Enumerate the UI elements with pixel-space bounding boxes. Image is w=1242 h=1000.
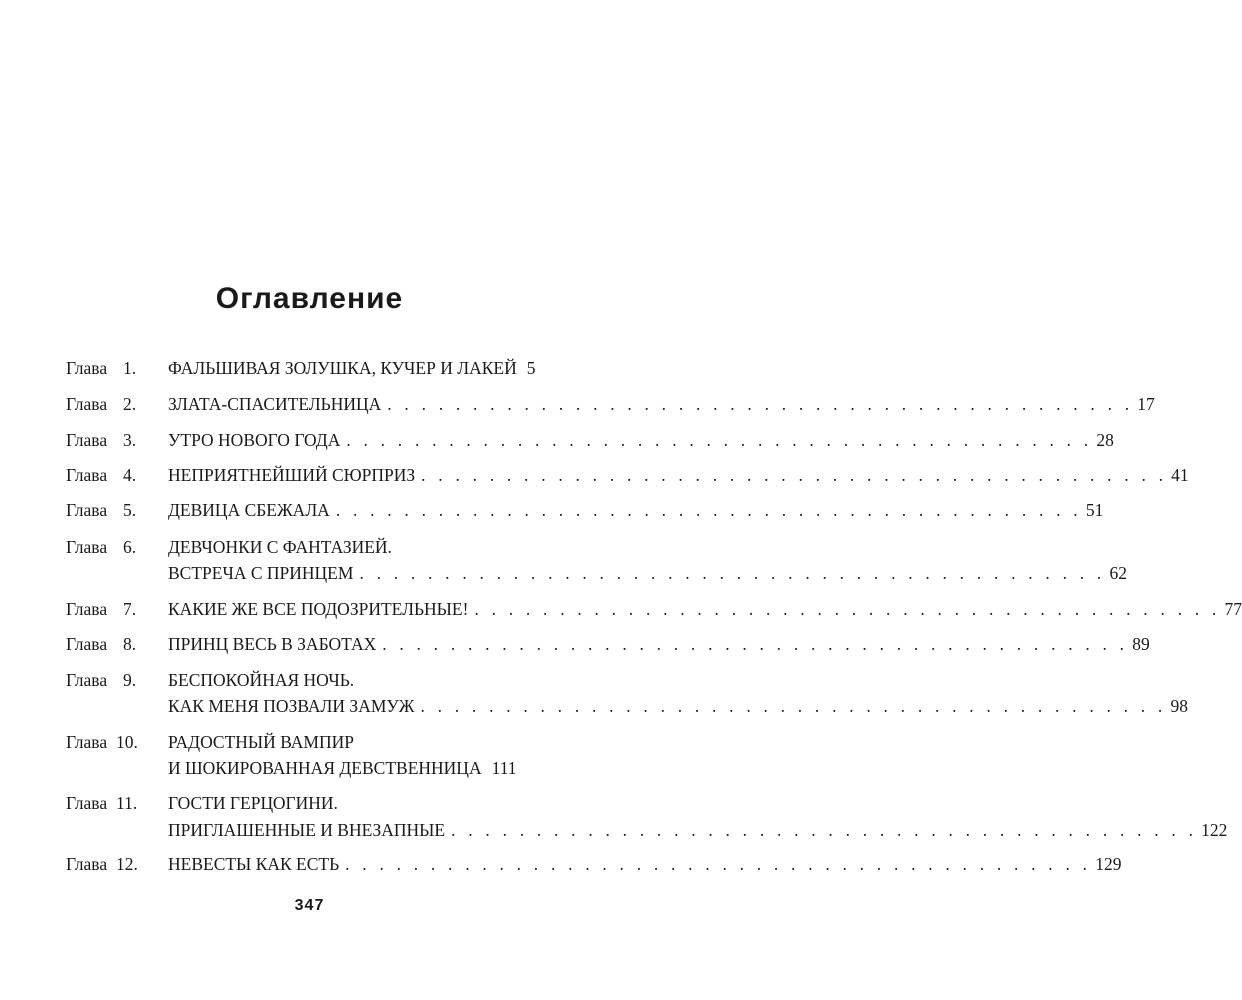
chapter-title-continuation: ПРИГЛАШЕННЫЕ И ВНЕЗАПНЫЕ (168, 820, 446, 840)
page-ref: 111 (491, 758, 517, 778)
chapter-word: Глава (66, 358, 108, 378)
dot-leader: . . . . . . . . . . . . . . . . . . . . . . . . . . . . . . . . . . . . . . . . . . . . (335, 500, 1082, 520)
toc-entry (66, 852, 1122, 876)
toc-entry (66, 356, 536, 380)
toc-entry (66, 428, 1114, 452)
chapter-title: НЕПРИЯТНЕЙШИЙ СЮРПРИЗ (168, 465, 416, 485)
toc-entry (66, 498, 1104, 522)
toc-entry (66, 791, 504, 815)
page-ref: 28 (1096, 430, 1114, 450)
chapter-word: Глава (66, 500, 108, 520)
chapter-word: Глава (66, 465, 108, 485)
chapter-title: ГОСТИ ГЕРЦОГИНИ. (168, 793, 338, 813)
page-title: Оглавление (215, 282, 404, 315)
chapter-number: 9. (123, 670, 137, 690)
page-ref: 89 (1132, 634, 1150, 654)
dot-leader: . . . . . . . . . . . . . . . . . . . . . . . . . . . . . . . . . . . . . . . . . . . . (420, 696, 1167, 716)
chapter-word: Глава (66, 430, 108, 450)
toc-entry-continuation (66, 818, 1228, 842)
toc-entry (66, 730, 504, 754)
dot-leader: . . . . . . . . . . . . . . . . . . . . . . . . . . . . . . . . . . . . . . . . . . . . (451, 820, 1198, 840)
chapter-number: 3. (123, 430, 137, 450)
toc-entry (66, 597, 1242, 621)
page-number: 347 (294, 897, 325, 914)
dot-leader: . . . . . . . . . . . . . . . . . . . . . . . . . . . . . . . . . . . . . . . . . . . . (359, 563, 1106, 583)
chapter-word: Глава (66, 732, 108, 752)
chapter-word: Глава (66, 670, 108, 690)
chapter-title: КАКИЕ ЖЕ ВСЕ ПОДОЗРИТЕЛЬНЫЕ! (168, 599, 469, 619)
chapter-word: Глава (66, 394, 108, 414)
dot-leader: . . . . . . . . . . . . . . . . . . . . . . . . . . . . . . . . . . . . . . . . . . . . (387, 394, 1134, 414)
chapter-number: 11. (116, 793, 138, 813)
page-ref: 41 (1171, 465, 1189, 485)
page-ref: 5 (526, 358, 536, 378)
page-ref: 122 (1201, 820, 1228, 840)
toc-entry-continuation (66, 561, 1127, 585)
page-ref: 62 (1109, 563, 1127, 583)
chapter-title: НЕВЕСТЫ КАК ЕСТЬ (168, 854, 340, 874)
chapter-word: Глава (66, 793, 108, 813)
page-ref: 17 (1137, 394, 1155, 414)
dot-leader: . . . . . . . . . . . . . . . . . . . . . . . . . . . . . . . . . . . . . . . . . . . . (421, 465, 1168, 485)
page-ref: 129 (1095, 854, 1122, 874)
chapter-word: Глава (66, 599, 108, 619)
chapter-title: РАДОСТНЫЙ ВАМПИР (168, 732, 354, 752)
chapter-title: ЗЛАТА-СПАСИТЕЛЬНИЦА (168, 394, 382, 414)
chapter-title: ДЕВЧОНКИ С ФАНТАЗИЕЙ. (168, 537, 392, 557)
toc-entry (66, 535, 504, 559)
dot-leader: . . . . . . . . . . . . . . . . . . . . . . . . . . . . . . . . . . . . . . . . . . . . (346, 430, 1093, 450)
chapter-title: ДЕВИЦА СБЕЖАЛА (168, 500, 330, 520)
page-ref: 77 (1224, 599, 1242, 619)
chapter-word: Глава (66, 537, 108, 557)
chapter-number: 1. (123, 358, 137, 378)
toc-entry-continuation (66, 694, 1188, 718)
chapter-word: Глава (66, 634, 108, 654)
dot-leader: . . . . . . . . . . . . . . . . . . . . . . . . . . . . . . . . . . . . . . . . . . . . (345, 854, 1092, 874)
chapter-title-continuation: И ШОКИРОВАННАЯ ДЕВСТВЕННИЦА (168, 758, 482, 778)
chapter-number: 5. (123, 500, 137, 520)
chapter-title: БЕСПОКОЙНАЯ НОЧЬ. (168, 670, 355, 690)
page-ref: 98 (1170, 696, 1188, 716)
toc-entry-continuation (66, 756, 517, 780)
chapter-number: 2. (123, 394, 137, 414)
chapter-title: УТРО НОВОГО ГОДА (168, 430, 341, 450)
chapter-number: 8. (123, 634, 137, 654)
chapter-number: 4. (123, 465, 137, 485)
toc-entry (66, 463, 1189, 487)
chapter-number: 6. (123, 537, 137, 557)
chapter-number: 12. (116, 854, 138, 874)
dot-leader: . . . . . . . . . . . . . . . . . . . . . . . . . . . . . . . . . . . . . . . . . . . . (474, 599, 1221, 619)
chapter-title: ФАЛЬШИВАЯ ЗОЛУШКА, КУЧЕР И ЛАКЕЙ (168, 358, 517, 378)
toc-entry (66, 668, 504, 692)
chapter-word: Глава (66, 854, 108, 874)
page-ref: 51 (1085, 500, 1104, 520)
chapter-title: ПРИНЦ ВЕСЬ В ЗАБОТАХ (168, 634, 377, 654)
chapter-title-continuation: КАК МЕНЯ ПОЗВАЛИ ЗАМУЖ (168, 696, 415, 716)
dot-leader: . . . . . . . . . . . . . . . . . . . . . . . . . . . . . . . . . . . . . . . . . . . . (382, 634, 1129, 654)
chapter-number: 7. (123, 599, 137, 619)
chapter-number: 10. (116, 732, 138, 752)
toc-entry (66, 632, 1150, 656)
toc-entry (66, 392, 1155, 416)
chapter-title-continuation: ВСТРЕЧА С ПРИНЦЕМ (168, 563, 354, 583)
